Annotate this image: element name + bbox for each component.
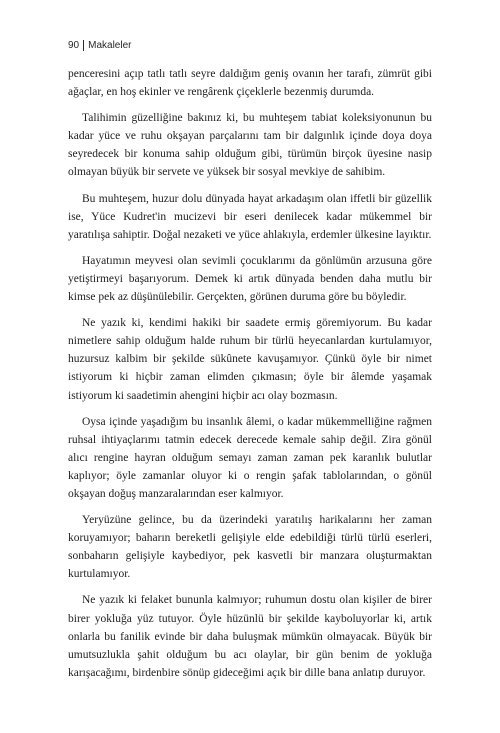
section-title: Makaleler [88,40,132,51]
paragraph: Talihimin güzelliğine bakınız ki, bu muhteşem tabiat koleksiyonunun bu kadar yüce ve ruhu okşayan parçalarını tam bir dalgınlık içinde doya doya seyredecek bir konuma sahip olduğum gibi, türümün birçok üyesine nasip olmayan büyük bir servete ve yüksek bir sosyal mevkiye de sahibim. [68,112,432,179]
paragraph-continued: penceresini açıp tatlı tatlı seyre daldığım geniş ovanın her tarafı, zümrüt gibi ağaçlar, en hoş ekinler ve rengârenk çiçeklerle bezenmiş durumda. [68,68,432,99]
paragraph: Ne yazık ki, kendimi hakiki bir saadete ermiş göremiyorum. Bu kadar nimetlere sahip olduğum halde ruhum bir türlü heyecanlardan kurtulamıyor, huzursuz kalbim bir şekilde sükûnete kavuşamıyor. Çünkü öyle bir nimet istiyorum ki hiçbir zaman elimden çıkmasın; öyle bir âlemde yaşamak istiyorum ki saadetimin ahengini hiçbir acı olay bozmasın. [68,317,432,402]
page-number: 90 [68,40,80,51]
paragraph: Oysa içinde yaşadığım bu insanlık âlemi, o kadar mükemmelliğine rağmen ruhsal ihtiyaçlarımı tatmin edecek derecede kemale sahip değil. Zira gönül alıcı rengine hayran olduğum semayı zaman zaman pek karanlık bulutlar kaplıyor; öyle zamanlar oluyor ki o rengin şafak tablolarından, o gönül okşayan doğuş manzaralarından eser kalmıyor. [68,415,432,500]
running-header [68,40,131,51]
page-body [68,65,432,690]
paragraph: Ne yazık ki felaket bununla kalmıyor; ruhumun dostu olan kişiler de birer birer yokluğa yüz tutuyor. Öyle hüzünlü bir şekilde kayboluyorlar ki, artık onlarla bu fanilik evinde bir daha buluşmak mümkün olmayacak. Büyük bir umutsuzlukla şahit olduğum bu acı olaylar, bir gün benim de yokluğa karışacağımı, birdenbire sönüp gideceğimi açık bir dille bana anlatıp duruyor. [68,594,432,679]
header-divider [83,40,84,51]
paragraph: Bu muhteşem, huzur dolu dünyada hayat arkadaşım olan iffetli bir güzellik ise, Yüce Kudret'in mucizevi bir eseri denilecek kadar mükemmel bir yaratılışa sahiptir. Doğal nezaketi ve yüce ahlakıyla, erdemler ülkesine layıktır. [68,192,432,241]
paragraph: Hayatımın meyvesi olan sevimli çocuklarımı da gönlümün arzusuna göre yetiştirmeyi başarıyorum. Demek ki artık dünyada benden daha mutlu bir kimse pek az düşünülebilir. Gerçekten, görünen duruma göre bu böyledir. [68,254,432,304]
paragraph: Yeryüzüne gelince, bu da üzerindeki yaratılış harikalarını her zaman koruyamıyor; baharın bereketli gelişiyle elde edebildiği türlü türlü eserleri, sonbaharın gelişiyle kaybediyor, pek kasvetli bir manzara oluşturmaktan kurtulamıyor. [68,514,432,581]
